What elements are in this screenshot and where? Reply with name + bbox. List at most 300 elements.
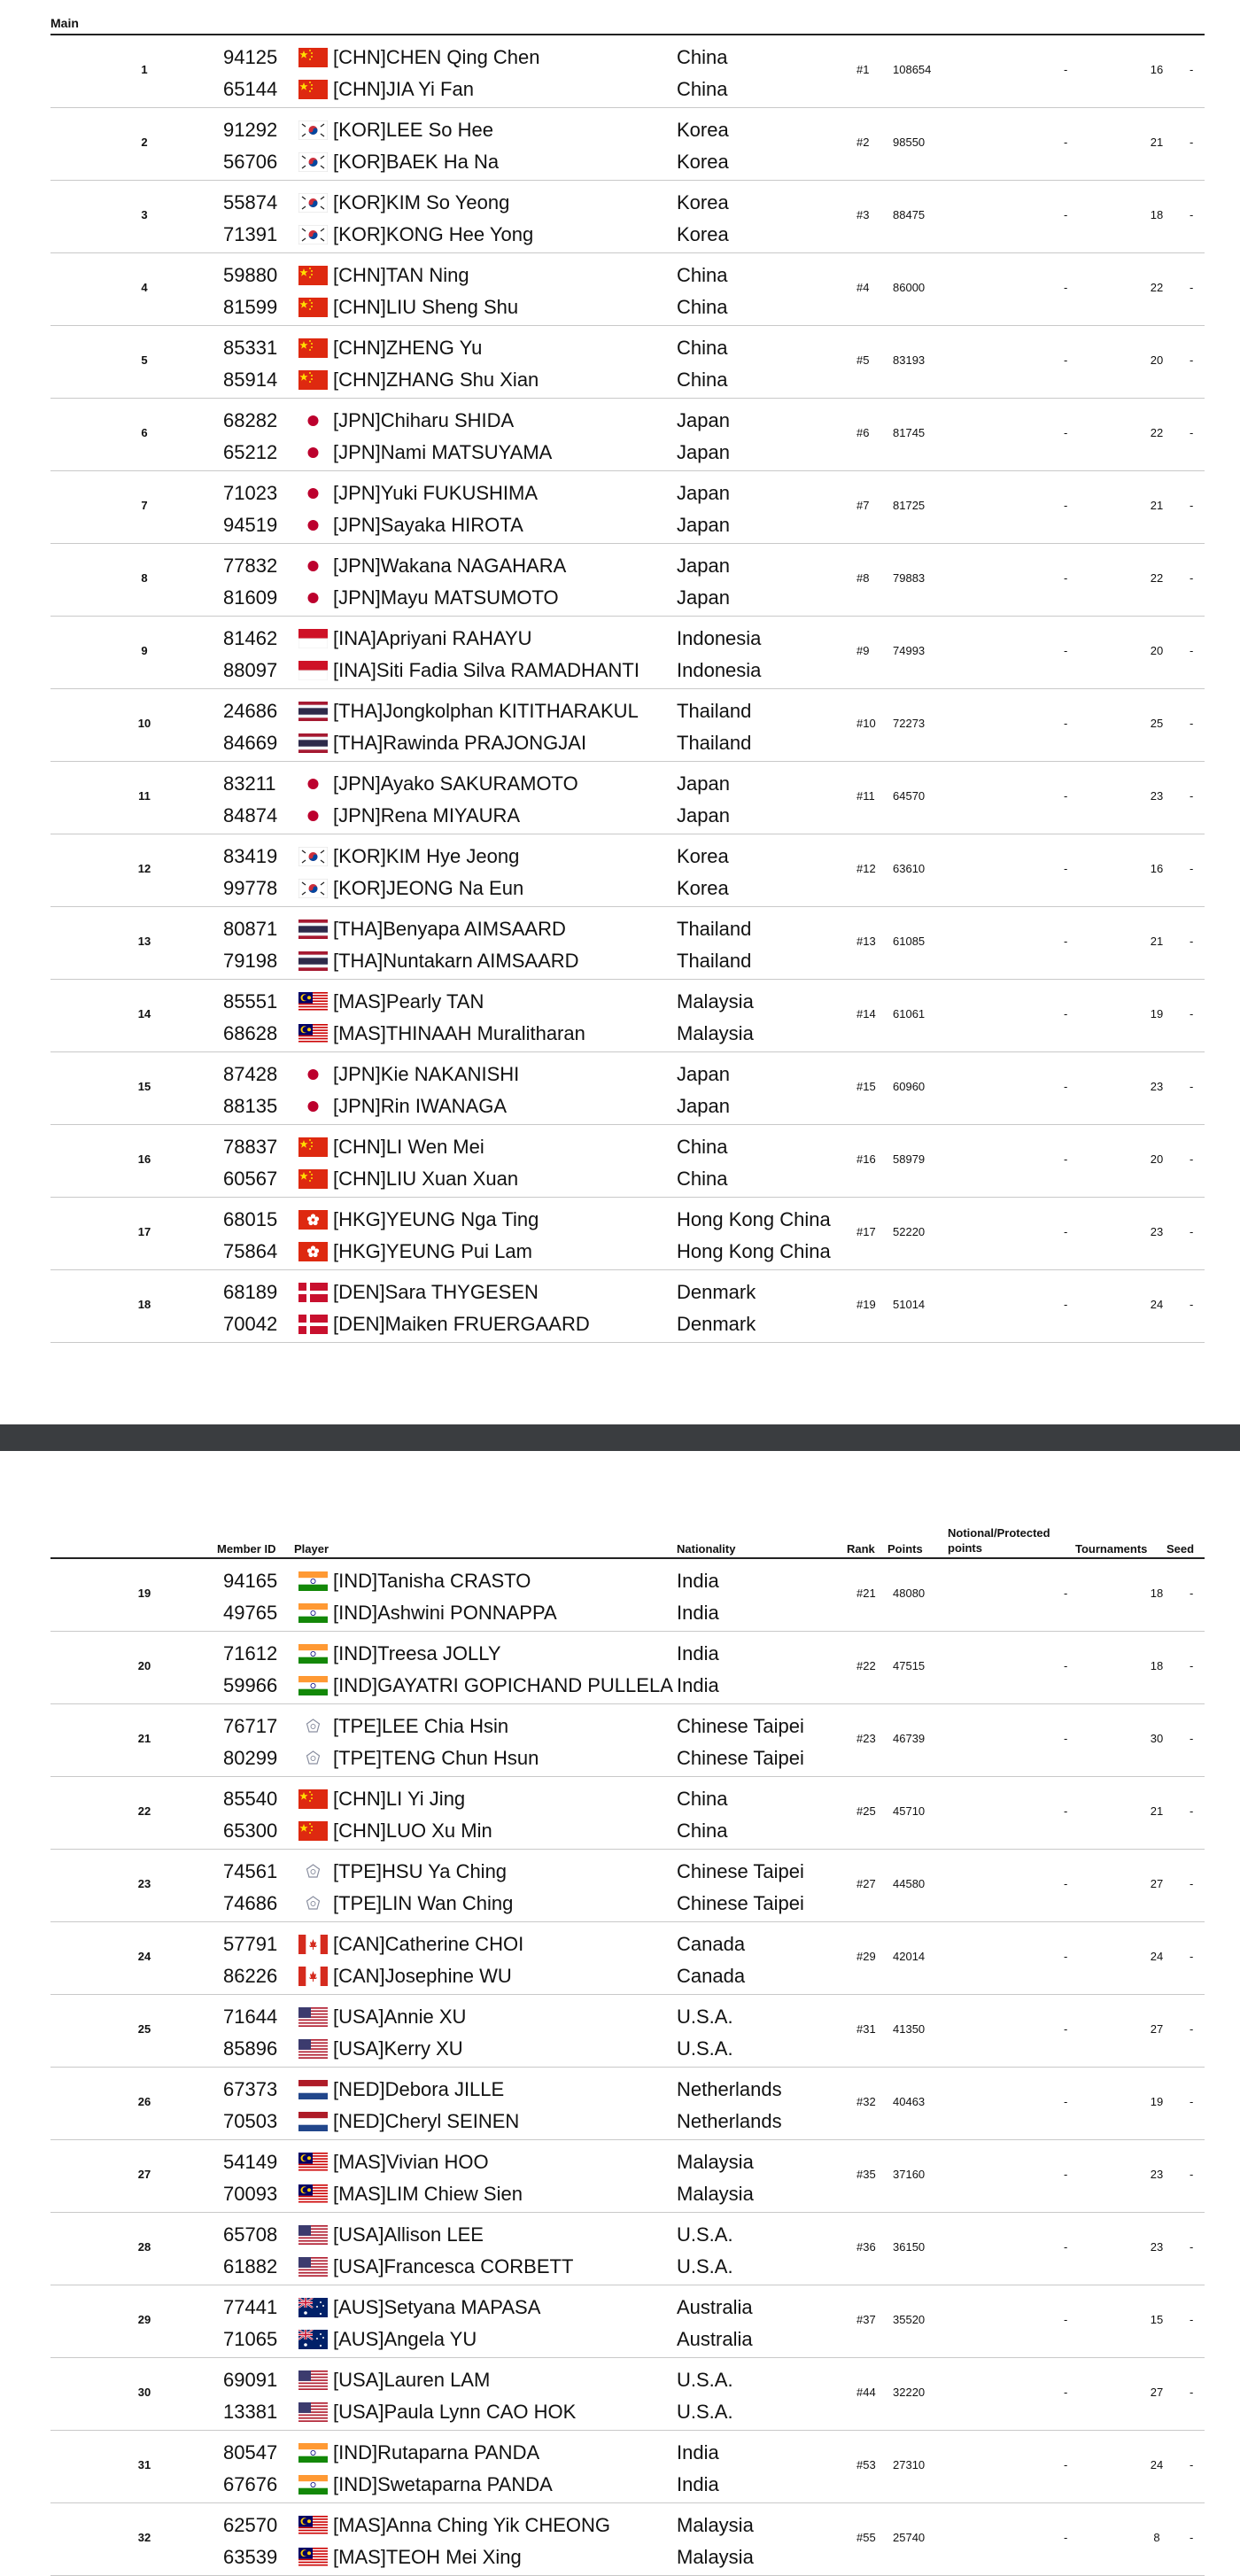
flag-icon-aus xyxy=(298,2298,328,2317)
player-line xyxy=(298,986,585,1018)
entry-number: 6 xyxy=(141,426,148,439)
nationality: Korea xyxy=(677,845,729,867)
nationality: Netherlands xyxy=(677,2110,782,2132)
flag-icon-chn xyxy=(298,370,328,390)
table-row xyxy=(50,2358,1205,2431)
entry-number: 2 xyxy=(141,136,148,149)
notional-points: - xyxy=(1064,2531,1068,2544)
table-row xyxy=(50,35,1205,108)
member-id: 78837 xyxy=(223,1136,278,1158)
player-name[interactable]: [JPN]Mayu MATSUMOTO xyxy=(333,586,559,609)
player-name[interactable]: [CHN]LUO Xu Min xyxy=(333,1819,492,1842)
points: 74993 xyxy=(893,644,926,657)
player-name[interactable]: [JPN]Rin IWANAGA xyxy=(333,1095,507,1117)
flag-icon-mas xyxy=(298,2548,328,2567)
player-name[interactable]: [KOR]JEONG Na Eun xyxy=(333,877,524,899)
member-id-cell xyxy=(223,1783,277,1847)
player-line xyxy=(298,260,518,291)
member-id: 94519 xyxy=(223,514,278,536)
table-row xyxy=(50,108,1205,181)
nationality: China xyxy=(677,337,728,359)
flag-icon-tha xyxy=(298,951,328,971)
nationality-cell xyxy=(677,986,754,1050)
player-line xyxy=(298,2469,553,2501)
notional-points: - xyxy=(1064,2386,1068,2399)
nationality: India xyxy=(677,2473,719,2495)
flag-icon-tpe xyxy=(298,1717,328,1736)
member-id: 65300 xyxy=(223,1819,278,1842)
flag-icon-hkg xyxy=(298,1242,328,1261)
nationality-cell xyxy=(677,768,730,832)
nationality-cell xyxy=(677,2292,753,2355)
table-row xyxy=(50,2140,1205,2213)
nationality: India xyxy=(677,2441,719,2463)
player-name[interactable]: [MAS]TEOH Mei Xing xyxy=(333,2546,522,2568)
player-name[interactable]: [IND]GAYATRI GOPICHAND PULLELA xyxy=(333,1674,673,1696)
player-name[interactable]: [KOR]KIM So Yeong xyxy=(333,191,510,213)
player-line xyxy=(298,1960,523,1992)
member-id: 80547 xyxy=(223,2441,278,2463)
entry-rows-main xyxy=(50,35,1205,1343)
flag-icon-tha xyxy=(298,919,328,939)
member-id: 59966 xyxy=(223,1674,278,1696)
player-cell xyxy=(298,260,518,323)
player-cell xyxy=(298,2364,576,2428)
player-line xyxy=(298,2033,466,2065)
notional-points: - xyxy=(1064,1225,1068,1238)
nationality-cell xyxy=(677,2437,719,2501)
player-name[interactable]: [IND]Rutaparna PANDA xyxy=(333,2441,540,2463)
tournaments: 19 xyxy=(1150,2095,1164,2108)
nationality: India xyxy=(677,1570,719,1592)
member-id: 60567 xyxy=(223,1168,278,1190)
player-name[interactable]: [THA]Rawinda PRAJONGJAI xyxy=(333,732,587,754)
player-name[interactable]: [THA]Nuntakarn AIMSAARD xyxy=(333,950,579,972)
player-line xyxy=(298,2001,466,2033)
flag-icon-tha xyxy=(298,733,328,753)
member-id: 75864 xyxy=(223,1240,278,1262)
nationality-cell xyxy=(677,2074,782,2138)
rank: #9 xyxy=(856,644,870,657)
nationality: Chinese Taipei xyxy=(677,1715,804,1737)
flag-icon-chn xyxy=(298,1169,328,1189)
player-cell xyxy=(298,986,585,1050)
flag-icon-mas xyxy=(298,992,328,1012)
member-id: 85540 xyxy=(223,1788,278,1810)
flag-icon-usa xyxy=(298,2039,328,2059)
tournaments: 27 xyxy=(1150,2022,1164,2036)
player-line xyxy=(298,1131,518,1163)
rank: #4 xyxy=(856,281,870,294)
nationality: Malaysia xyxy=(677,2183,754,2205)
player-name[interactable]: [MAS]Pearly TAN xyxy=(333,990,484,1013)
rank: #6 xyxy=(856,426,870,439)
player-name[interactable]: [CAN]Josephine WU xyxy=(333,1965,512,1987)
player-name[interactable]: [INA]Apriyani RAHAYU xyxy=(333,627,532,649)
entry-number: 16 xyxy=(137,1152,151,1166)
rank: #12 xyxy=(856,862,876,875)
tournaments: 23 xyxy=(1150,789,1164,803)
member-id: 71065 xyxy=(223,2328,278,2350)
player-line xyxy=(298,913,579,945)
flag-icon-chn xyxy=(298,80,328,99)
player-line xyxy=(298,1090,519,1122)
flag-icon-jpn xyxy=(298,806,328,826)
header-player: Player xyxy=(294,1542,329,1556)
rank: #3 xyxy=(856,208,870,221)
player-name[interactable]: [MAS]THINAAH Muralitharan xyxy=(333,1022,585,1044)
flag-icon-hkg xyxy=(298,1210,328,1230)
tournaments: 27 xyxy=(1150,2386,1164,2399)
nationality: Korea xyxy=(677,191,729,213)
player-name[interactable]: [IND]Ashwini PONNAPPA xyxy=(333,1602,557,1624)
tournaments: 27 xyxy=(1150,1877,1164,1890)
flag-icon-ned xyxy=(298,2112,328,2131)
member-id-cell xyxy=(223,2364,277,2428)
entry-number: 1 xyxy=(141,63,148,76)
player-name[interactable]: [INA]Siti Fadia Silva RAMADHANTI xyxy=(333,659,639,681)
player-line xyxy=(298,2219,573,2251)
entry-number: 5 xyxy=(141,353,148,367)
player-line xyxy=(298,1018,585,1050)
player-cell xyxy=(298,1856,513,1920)
player-cell xyxy=(298,1711,539,1774)
tournaments: 19 xyxy=(1150,1007,1164,1020)
player-line xyxy=(298,2074,519,2106)
player-name[interactable]: [USA]Lauren LAM xyxy=(333,2369,491,2391)
nationality: Japan xyxy=(677,514,730,536)
rank: #13 xyxy=(856,935,876,948)
nationality: Japan xyxy=(677,441,730,463)
notional-points: - xyxy=(1064,789,1068,803)
nationality: China xyxy=(677,296,728,318)
seed: - xyxy=(1190,426,1194,439)
flag-icon-tha xyxy=(298,702,328,721)
tournaments: 23 xyxy=(1150,2168,1164,2181)
player-cell xyxy=(298,187,533,251)
player-line xyxy=(298,509,538,541)
entry-number: 21 xyxy=(137,1732,151,1745)
player-cell xyxy=(298,1783,492,1847)
flag-icon-ind xyxy=(298,1644,328,1664)
member-id: 70093 xyxy=(223,2183,278,2205)
nationality: Japan xyxy=(677,1095,730,1117)
player-name[interactable]: [KOR]KONG Hee Yong xyxy=(333,223,534,245)
player-name[interactable]: [TPE]HSU Ya Ching xyxy=(333,1860,508,1882)
points: 58979 xyxy=(893,1152,926,1166)
player-name[interactable]: [CHN]LIU Xuan Xuan xyxy=(333,1168,519,1190)
player-cell xyxy=(298,2074,519,2138)
table-row xyxy=(50,762,1205,834)
flag-icon-ind xyxy=(298,2443,328,2463)
header-nationality: Nationality xyxy=(677,1542,736,1556)
seed: - xyxy=(1190,2168,1194,2181)
player-name[interactable]: [TPE]LEE Chia Hsin xyxy=(333,1715,509,1737)
notional-points: - xyxy=(1064,1587,1068,1600)
nationality: Indonesia xyxy=(677,627,762,649)
player-name[interactable]: [THA]Benyapa AIMSAARD xyxy=(333,918,566,940)
notional-points: - xyxy=(1064,281,1068,294)
seed: - xyxy=(1190,789,1194,803)
member-id: 70503 xyxy=(223,2110,278,2132)
points: 98550 xyxy=(893,136,926,149)
member-id: 99778 xyxy=(223,877,278,899)
player-name[interactable]: [JPN]Wakana NAGAHARA xyxy=(333,555,567,577)
player-name[interactable]: [IND]Treesa JOLLY xyxy=(333,1642,501,1664)
player-cell xyxy=(298,2001,466,2065)
player-line xyxy=(298,437,552,469)
flag-icon-ind xyxy=(298,1571,328,1591)
nationality: Japan xyxy=(677,1063,730,1085)
player-name[interactable]: [CHN]LI Wen Mei xyxy=(333,1136,484,1158)
notional-points: - xyxy=(1064,1732,1068,1745)
player-cell xyxy=(298,2292,540,2355)
member-id: 86226 xyxy=(223,1965,278,1987)
flag-icon-tpe xyxy=(298,1749,328,1768)
player-name[interactable]: [NED]Cheryl SEINEN xyxy=(333,2110,520,2132)
nationality-cell xyxy=(677,2219,733,2283)
flag-icon-aus xyxy=(298,2330,328,2349)
flag-icon-mas xyxy=(298,2516,328,2535)
player-name[interactable]: [IND]Swetaparna PANDA xyxy=(333,2473,553,2495)
flag-icon-jpn xyxy=(298,516,328,535)
table-row xyxy=(50,2285,1205,2358)
points: 81725 xyxy=(893,499,926,512)
player-line xyxy=(298,1742,539,1774)
points: 72273 xyxy=(893,717,926,730)
player-line xyxy=(298,623,639,655)
player-name[interactable]: [DEN]Sara THYGESEN xyxy=(333,1281,539,1303)
member-id: 88097 xyxy=(223,659,278,681)
entry-number: 15 xyxy=(137,1080,151,1093)
member-id: 71644 xyxy=(223,2006,278,2028)
member-id: 88135 xyxy=(223,1095,278,1117)
table-row xyxy=(50,326,1205,399)
nationality: Japan xyxy=(677,482,730,504)
player-name[interactable]: [NED]Debora JILLE xyxy=(333,2078,505,2100)
member-id: 85331 xyxy=(223,337,278,359)
rank: #27 xyxy=(856,1877,876,1890)
player-cell xyxy=(298,405,552,469)
table-row xyxy=(50,2503,1205,2576)
player-name[interactable]: [MAS]Anna Ching Yik CHEONG xyxy=(333,2514,611,2536)
nationality-cell xyxy=(677,1565,719,1629)
player-cell xyxy=(298,2510,610,2573)
member-id: 56706 xyxy=(223,151,278,173)
player-name[interactable]: [TPE]LIN Wan Ching xyxy=(333,1892,514,1914)
points: 27310 xyxy=(893,2458,926,2471)
flag-icon-usa xyxy=(298,2402,328,2422)
points: 60960 xyxy=(893,1080,926,1093)
player-name[interactable]: [CAN]Catherine CHOI xyxy=(333,1933,524,1955)
member-id: 71612 xyxy=(223,1642,278,1664)
points: 61085 xyxy=(893,935,926,948)
rank: #31 xyxy=(856,2022,876,2036)
player-name[interactable]: [JPN]Ayako SAKURAMOTO xyxy=(333,772,578,795)
member-id: 68282 xyxy=(223,409,278,431)
player-name[interactable]: [CHN]ZHENG Yu xyxy=(333,337,483,359)
seed: - xyxy=(1190,2531,1194,2544)
nationality: India xyxy=(677,1602,719,1624)
seed: - xyxy=(1190,1877,1194,1890)
player-name[interactable]: [CHN]JIA Yi Fan xyxy=(333,78,474,100)
member-id: 13381 xyxy=(223,2401,278,2423)
flag-icon-kor xyxy=(298,847,328,866)
player-name[interactable]: [JPN]Yuki FUKUSHIMA xyxy=(333,482,539,504)
player-name[interactable]: [IND]Tanisha CRASTO xyxy=(333,1570,531,1592)
page-divider-band xyxy=(0,1424,1240,1451)
entry-number: 11 xyxy=(138,789,151,803)
player-name[interactable]: [JPN]Kie NAKANISHI xyxy=(333,1063,520,1085)
notional-points: - xyxy=(1064,499,1068,512)
member-id-cell xyxy=(223,2001,277,2065)
table-row xyxy=(50,1125,1205,1198)
rank: #23 xyxy=(856,1732,876,1745)
player-name[interactable]: [JPN]Sayaka HIROTA xyxy=(333,514,523,536)
player-line xyxy=(298,2541,610,2573)
nationality: Japan xyxy=(677,772,730,795)
notional-points: - xyxy=(1064,1298,1068,1311)
table-row xyxy=(50,471,1205,544)
player-name[interactable]: [USA]Paula Lynn CAO HOK xyxy=(333,2401,577,2423)
rank: #2 xyxy=(856,136,870,149)
member-id-cell xyxy=(223,1638,277,1702)
player-cell xyxy=(298,768,578,832)
player-cell xyxy=(298,1276,590,1340)
member-id-cell xyxy=(223,1204,277,1268)
seed: - xyxy=(1190,208,1194,221)
nationality-cell xyxy=(677,187,729,251)
tournaments: 24 xyxy=(1150,1950,1164,1963)
seed: - xyxy=(1190,2095,1194,2108)
player-line xyxy=(298,768,578,800)
nationality: Indonesia xyxy=(677,659,762,681)
nationality: Thailand xyxy=(677,918,752,940)
player-name[interactable]: [MAS]LIM Chiew Sien xyxy=(333,2183,523,2205)
tournaments: 23 xyxy=(1150,1225,1164,1238)
player-name[interactable]: [HKG]YEUNG Pui Lam xyxy=(333,1240,532,1262)
tournaments: 23 xyxy=(1150,1080,1164,1093)
player-name[interactable]: [CHN]CHEN Qing Chen xyxy=(333,46,540,68)
nationality-cell xyxy=(677,2364,733,2428)
points: 46739 xyxy=(893,1732,926,1745)
player-name[interactable]: [CHN]TAN Ning xyxy=(333,264,469,286)
player-name[interactable]: [KOR]LEE So Hee xyxy=(333,119,493,141)
flag-icon-usa xyxy=(298,2225,328,2245)
flag-icon-chn xyxy=(298,338,328,358)
nationality: Korea xyxy=(677,119,729,141)
nationality: Malaysia xyxy=(677,2514,754,2536)
seed: - xyxy=(1190,571,1194,585)
player-name[interactable]: [AUS]Setyana MAPASA xyxy=(333,2296,541,2318)
rank: #5 xyxy=(856,353,870,367)
header-tournaments: Tournaments xyxy=(1075,1542,1148,1556)
rank: #11 xyxy=(856,789,875,803)
nationality-cell xyxy=(677,1276,756,1340)
player-name[interactable]: [DEN]Maiken FRUERGAARD xyxy=(333,1313,590,1335)
member-id: 59880 xyxy=(223,264,278,286)
flag-icon-kor xyxy=(298,193,328,213)
member-id: 70042 xyxy=(223,1313,278,1335)
header-notional-points: Notional/Protected points xyxy=(948,1526,1050,1555)
notional-points: - xyxy=(1064,571,1068,585)
player-name[interactable]: [THA]Jongkolphan KITITHARAKUL xyxy=(333,700,639,722)
player-name[interactable]: [KOR]BAEK Ha Na xyxy=(333,151,500,173)
flag-icon-can xyxy=(298,1935,328,1954)
nationality: Canada xyxy=(677,1933,746,1955)
player-name[interactable]: [USA]Allison LEE xyxy=(333,2223,484,2246)
player-name[interactable]: [JPN]Rena MIYAURA xyxy=(333,804,521,826)
nationality-cell xyxy=(677,623,761,687)
member-id: 81462 xyxy=(223,627,278,649)
flag-icon-ind xyxy=(298,1676,328,1695)
tournaments: 22 xyxy=(1150,426,1164,439)
member-id-cell xyxy=(223,1856,277,1920)
player-name[interactable]: [CHN]LI Yi Jing xyxy=(333,1788,466,1810)
player-line xyxy=(298,2396,576,2428)
member-id: 68189 xyxy=(223,1281,278,1303)
tournaments: 15 xyxy=(1150,2313,1164,2326)
player-name[interactable]: [USA]Kerry XU xyxy=(333,2037,463,2060)
player-name[interactable]: [USA]Annie XU xyxy=(333,2006,467,2028)
flag-icon-kor xyxy=(298,120,328,140)
nationality: Netherlands xyxy=(677,2078,782,2100)
entry-number: 20 xyxy=(137,1659,151,1672)
player-name[interactable]: [HKG]YEUNG Nga Ting xyxy=(333,1208,539,1230)
player-cell xyxy=(298,913,579,977)
player-name[interactable]: [USA]Francesca CORBETT xyxy=(333,2255,574,2277)
player-cell xyxy=(298,332,539,396)
member-id-cell xyxy=(223,986,277,1050)
notional-points: - xyxy=(1064,1659,1068,1672)
nationality-cell xyxy=(677,332,727,396)
nationality: Hong Kong China xyxy=(677,1240,831,1262)
member-id: 62570 xyxy=(223,2514,278,2536)
nationality: Denmark xyxy=(677,1313,756,1335)
flag-icon-mas xyxy=(298,1024,328,1044)
player-line xyxy=(298,332,539,364)
seed: - xyxy=(1190,1732,1194,1745)
member-id: 94165 xyxy=(223,1570,278,1592)
player-name[interactable]: [KOR]KIM Hye Jeong xyxy=(333,845,520,867)
notional-points: - xyxy=(1064,1877,1068,1890)
player-line xyxy=(298,2106,519,2138)
player-name[interactable]: [AUS]Angela YU xyxy=(333,2328,477,2350)
flag-icon-usa xyxy=(298,2370,328,2390)
player-name[interactable]: [JPN]Chiharu SHIDA xyxy=(333,409,515,431)
table-row xyxy=(50,1777,1205,1850)
seed: - xyxy=(1190,1298,1194,1311)
player-name[interactable]: [CHN]ZHANG Shu Xian xyxy=(333,369,539,391)
member-id: 85896 xyxy=(223,2037,278,2060)
nationality: Japan xyxy=(677,409,730,431)
tournaments: 8 xyxy=(1153,2531,1160,2544)
flag-icon-ina xyxy=(298,661,328,680)
member-id-cell xyxy=(223,405,277,469)
seed: - xyxy=(1190,2313,1194,2326)
player-line xyxy=(298,1638,673,1670)
seed: - xyxy=(1190,353,1194,367)
player-name[interactable]: [TPE]TENG Chun Hsun xyxy=(333,1747,539,1769)
player-name[interactable]: [MAS]Vivian HOO xyxy=(333,2151,489,2173)
points: 48080 xyxy=(893,1587,926,1600)
player-cell xyxy=(298,1928,523,1992)
player-line xyxy=(298,1276,590,1308)
nationality-cell xyxy=(677,1204,831,1268)
seed: - xyxy=(1190,935,1194,948)
player-name[interactable]: [CHN]LIU Sheng Shu xyxy=(333,296,519,318)
player-name[interactable]: [JPN]Nami MATSUYAMA xyxy=(333,441,553,463)
